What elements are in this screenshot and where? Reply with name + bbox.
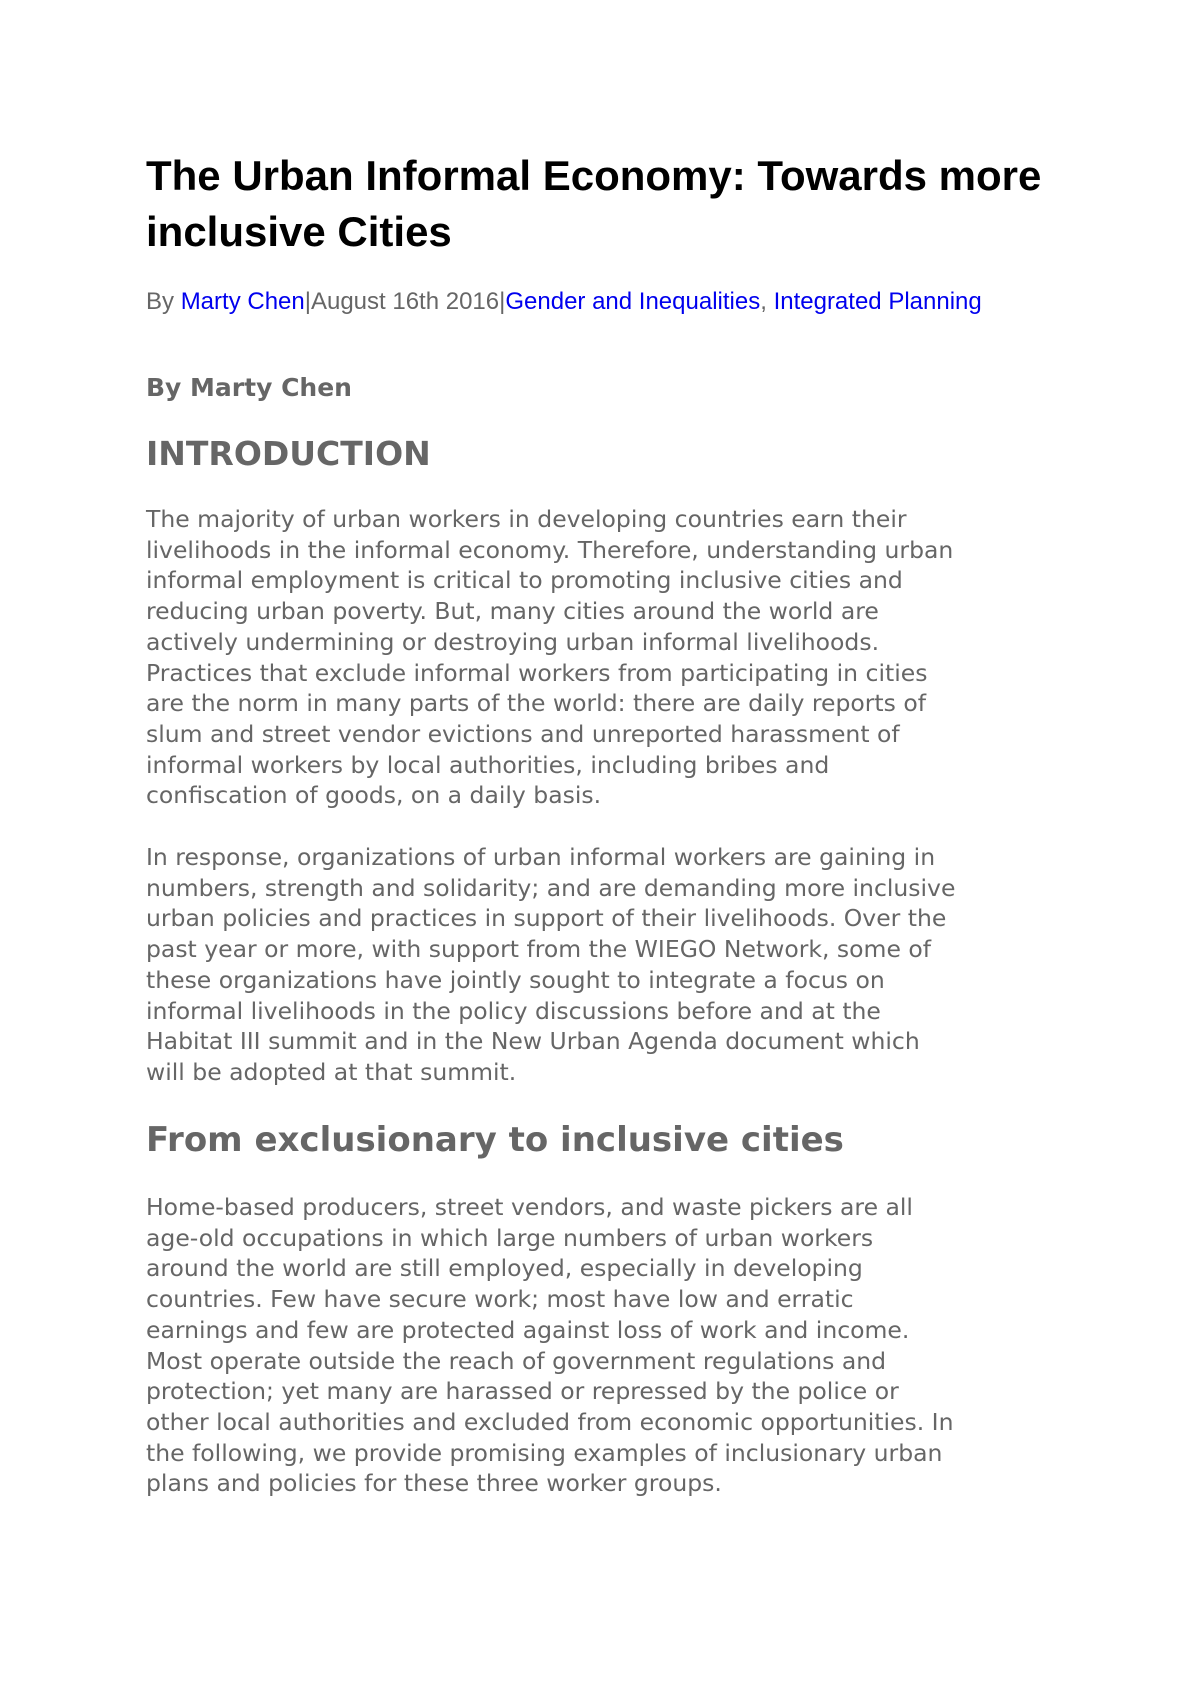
paragraph-line: around the world are still employed, especially in developing	[146, 1254, 863, 1283]
author-line: By Marty Chen	[146, 373, 352, 402]
category-link-gender[interactable]: Gender and Inequalities	[505, 288, 761, 315]
paragraph-line: The majority of urban workers in developing countries earn their	[146, 505, 907, 533]
article-title: The Urban Informal Economy: Towards more inclusive Cities	[146, 152, 1042, 255]
paragraph-line: past year or more, with support from the WIEGO Network, some of	[146, 935, 932, 964]
paragraph-line: numbers, strength and solidarity; and are demanding more inclusive	[146, 873, 956, 902]
paragraph-line: other local authorities and excluded from economic opportunities. In	[146, 1407, 954, 1436]
paragraph-line: plans and policies for these three worker groups.	[146, 1469, 722, 1498]
paragraph-line: In response, organizations of urban informal workers are gaining in	[146, 843, 936, 871]
paragraph-line: Practices that exclude informal workers from participating in cities	[146, 658, 928, 687]
paragraph-line: earnings and few are protected against loss of work and income.	[146, 1315, 910, 1344]
paragraph-line: countries. Few have secure work; most have low and erratic	[146, 1285, 854, 1314]
publish-date: August 16th 2016	[310, 288, 500, 315]
paragraph-line: livelihoods in the informal economy. Therefore, understanding urban	[146, 535, 954, 564]
section-heading: From exclusionary to inclusive cities	[146, 1120, 844, 1160]
paragraph-line: confiscation of goods, on a daily basis.	[146, 781, 602, 810]
paragraph-introduction	[146, 504, 1066, 811]
paragraph-line: are the norm in many parts of the world: there are daily reports of	[146, 689, 927, 718]
paragraph-line: these organizations have jointly sought to integrate a focus on	[146, 965, 885, 994]
paragraph-line: reducing urban poverty. But, many cities around the world are	[146, 597, 879, 626]
paragraph-line: slum and street vendor evictions and unreported harassment of	[146, 719, 900, 748]
paragraph-line: Home-based producers, street vendors, and waste pickers are all	[146, 1193, 913, 1221]
paragraph-worker-groups	[146, 1192, 1066, 1499]
paragraph-line: actively undermining or destroying urban informal livelihoods.	[146, 627, 880, 656]
byline-by: By	[146, 288, 181, 315]
paragraph-line: informal livelihoods in the policy discussions before and at the	[146, 996, 881, 1025]
byline-separator: |	[304, 288, 311, 315]
category-link-planning[interactable]: Integrated Planning	[773, 288, 982, 315]
introduction-heading: INTRODUCTION	[146, 434, 431, 473]
paragraph-line: protection; yet many are harassed or repressed by the police or	[146, 1377, 899, 1406]
paragraph-line: informal employment is critical to promoting inclusive cities and	[146, 566, 903, 595]
category-separator: ,	[760, 288, 774, 315]
byline-separator: |	[499, 288, 506, 315]
paragraph-line: Habitat III summit and in the New Urban Agenda document which	[146, 1027, 920, 1056]
paragraph-response	[146, 842, 1066, 1088]
paragraph-line: the following, we provide promising examples of inclusionary urban	[146, 1438, 943, 1467]
paragraph-line: will be adopted at that summit.	[146, 1057, 517, 1086]
paragraph-line: age-old occupations in which large numbers of urban workers	[146, 1223, 874, 1252]
paragraph-line: Most operate outside the reach of government regulations and	[146, 1346, 887, 1375]
paragraph-line: informal workers by local authorities, including bribes and	[146, 750, 830, 779]
paragraph-line: urban policies and practices in support of their livelihoods. Over the	[146, 904, 947, 933]
author-link[interactable]: Marty Chen	[180, 288, 305, 315]
byline	[146, 286, 1066, 317]
